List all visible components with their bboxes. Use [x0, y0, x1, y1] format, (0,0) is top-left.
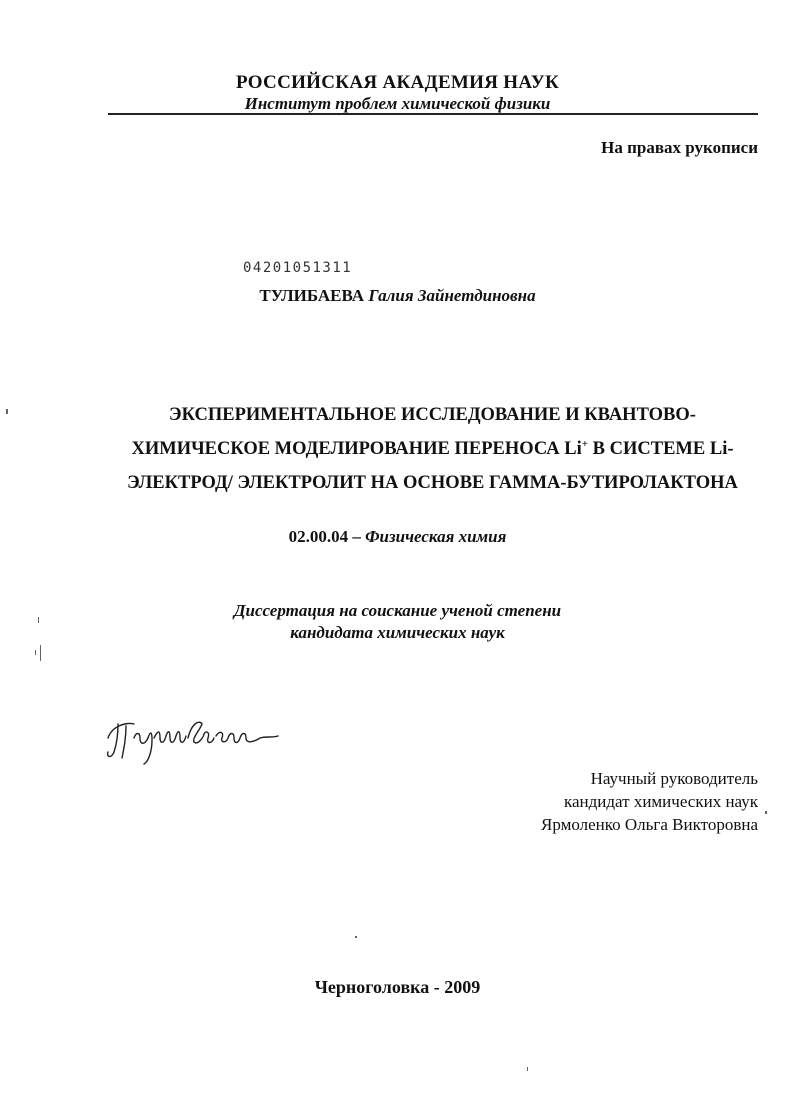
- title-line-2-end: В СИСТЕМЕ Li-: [588, 439, 734, 459]
- advisor-block: [541, 767, 758, 836]
- signature-text: Тулибаева: [104, 708, 109, 709]
- scan-speck: [765, 811, 767, 814]
- author-signature: [104, 708, 284, 768]
- header-divider: [108, 113, 758, 115]
- author-surname: ТУЛИБАЕВА: [259, 286, 365, 305]
- title-line-2-start: ХИМИЧЕСКОЕ МОДЕЛИРОВАНИЕ ПЕРЕНОСА Li: [131, 439, 582, 459]
- advisor-degree: кандидат химических наук: [564, 792, 758, 811]
- title-line-1: ЭКСПЕРИМЕНТАЛЬНОЕ ИССЛЕДОВАНИЕ И КВАНТОВО-: [169, 405, 696, 425]
- degree-statement: [0, 600, 795, 644]
- author-given-names: Галия Зайнетдиновна: [368, 286, 536, 305]
- specialty-name: Физическая химия: [365, 527, 507, 546]
- dissertation-title: [60, 398, 795, 500]
- scan-speck: [6, 409, 8, 414]
- specialty: [0, 527, 795, 547]
- place-and-year: Черноголовка - 2009: [314, 977, 481, 997]
- rights-note: На правах рукописи: [601, 138, 758, 157]
- degree-line-1: Диссертация на соискание ученой степени: [233, 601, 562, 620]
- specialty-separator: –: [348, 527, 366, 546]
- title-line-3: ЭЛЕКТРОД/ ЭЛЕКТРОЛИТ НА ОСНОВЕ ГАММА-БУТИРОЛАКТОНА: [127, 473, 738, 493]
- institute-name: Институт проблем химической физики: [244, 94, 551, 113]
- specialty-code: 02.00.04: [288, 527, 349, 546]
- advisor-role: Научный руководитель: [590, 769, 758, 788]
- scan-speck: [527, 1067, 528, 1071]
- academy-name: РОССИЙСКАЯ АКАДЕМИЯ НАУК: [235, 72, 560, 93]
- registration-code: 04201051311: [243, 260, 353, 276]
- scan-speck: [38, 617, 39, 623]
- scan-speck: [355, 936, 357, 938]
- scan-speck: [35, 650, 36, 655]
- advisor-name: Ярмоленко Ольга Викторовна: [540, 815, 758, 834]
- scan-speck: [40, 645, 41, 661]
- degree-line-2: кандидата химических наук: [290, 623, 505, 642]
- author-name: [0, 286, 795, 306]
- title-line-2: [60, 432, 795, 466]
- title-superscript: +: [581, 438, 589, 450]
